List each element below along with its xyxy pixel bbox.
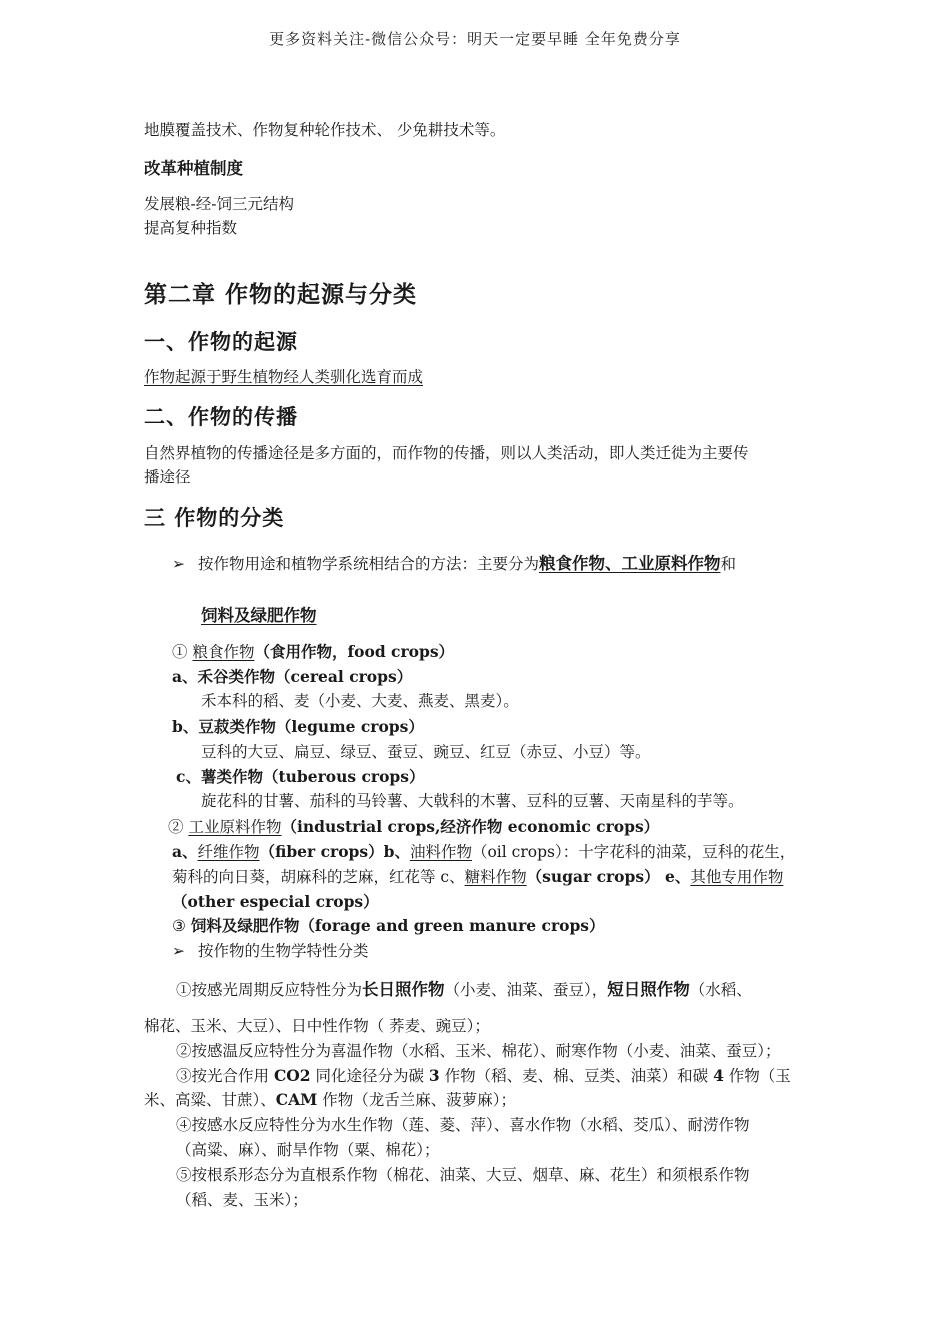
reform-item-2: 提高复种指数 — [144, 219, 238, 237]
bullet-arrow-icon: ➢ — [172, 942, 185, 960]
bullet-arrow-icon: ➢ — [172, 555, 185, 573]
long-day-crops: 长日照作物 — [362, 980, 445, 999]
method-1-bold: 粮食作物、工业原料作物 — [539, 554, 721, 573]
sub-b — [172, 716, 424, 738]
method-2 — [172, 940, 369, 962]
industrial-a-prefix: a、 — [172, 842, 198, 861]
sub-b-text: 豆菽类作物（legume crops） — [198, 717, 424, 736]
property-3-line-2-a: 米、高粱、甘蔗）、 — [144, 1091, 276, 1109]
category-1 — [172, 641, 454, 663]
sub-a — [172, 666, 412, 688]
property-5-line-2: （稻、麦、玉米）； — [176, 1191, 308, 1209]
property-3-c: 同化途径分为碳 — [310, 1067, 429, 1085]
industrial-line-3: （other especial crops） — [172, 892, 379, 911]
tech-line: 地膜覆盖技术、作物复种轮作技术、 少免耕技术等。 — [144, 121, 506, 139]
sub-b-prefix: b、 — [172, 717, 199, 736]
category-3-text: 饲料及绿肥作物（forage and green manure crops） — [190, 916, 605, 935]
property-3-line-2 — [144, 1089, 516, 1111]
method-1-line-2: 饲料及绿肥作物 — [201, 606, 317, 625]
method-2-text: 按作物的生物学特性分类 — [198, 942, 369, 960]
c3-number: 3 — [428, 1066, 440, 1085]
property-3-a: ③按光合作用 — [176, 1067, 274, 1085]
property-4-line-2: （高粱、麻）、耐旱作物（粟、棉花）； — [176, 1141, 440, 1159]
industrial-line-1 — [172, 841, 795, 863]
oil-crops-term: 油料作物 — [409, 843, 472, 861]
other-crops-term: 其他专用作物 — [690, 868, 784, 886]
sub-c-prefix: c、 — [176, 767, 201, 786]
category-3-num: ③ — [172, 917, 186, 935]
category-2-term: 工业原料作物 — [188, 818, 282, 836]
sub-b-detail: 豆科的大豆、扁豆、绿豆、蚕豆、豌豆、红豆（赤豆、小豆）等。 — [201, 743, 651, 761]
sub-c — [176, 766, 425, 788]
reform-item-1: 发展粮-经-饲三元结构 — [144, 195, 294, 213]
oil-crops-rest: （oil crops）：十字花科的油菜，豆科的花生， — [471, 843, 796, 861]
sub-c-detail: 旋花科的甘薯、茄科的马铃薯、大戟科的木薯、豆科的豆薯、天南星科的芋等。 — [201, 792, 744, 810]
cam-label: CAM — [275, 1090, 318, 1109]
property-2: ②按感温反应特性分为喜温作物（水稻、玉米、棉花）、耐寒作物（小麦、油菜、蚕豆）； — [176, 1042, 781, 1060]
category-1-rest: （食用作物，food crops） — [254, 642, 455, 661]
section-1-title: 一、作物的起源 — [144, 330, 298, 354]
category-3 — [172, 915, 605, 937]
property-4-line-1: ④按感水反应特性分为水生作物（莲、菱、萍）、喜水作物（水稻、茭瓜）、耐涝作物 — [176, 1116, 750, 1134]
fiber-crops-en: （fiber crops）b、 — [259, 842, 410, 861]
section-2-body-line-2: 播途径 — [144, 468, 191, 486]
category-2-num: ② — [168, 818, 184, 836]
sub-c-text: 薯类作物（tuberous crops） — [200, 767, 425, 786]
reform-title: 改革种植制度 — [144, 159, 243, 178]
c4-number: 4 — [713, 1066, 724, 1085]
method-1-line-1 — [172, 553, 736, 575]
category-2 — [168, 816, 659, 838]
property-3-line-1 — [176, 1065, 791, 1087]
section-2-title: 二、作物的传播 — [144, 405, 298, 429]
section-2-body-line-1: 自然界植物的传播途径是多方面的，而作物的传播，则以人类活动，即人类迁徙为主要传 — [144, 444, 749, 462]
property-1-e: （水稻、 — [689, 981, 752, 999]
sugar-crops-term: 糖料作物 — [464, 868, 527, 886]
method-1-post: 和 — [720, 555, 737, 573]
category-1-term: 粮食作物 — [192, 643, 255, 661]
industrial-line-2-pre: 菊科的向日葵，胡麻科的芝麻，红花等 c、 — [172, 868, 465, 886]
industrial-line-2 — [172, 866, 783, 888]
page-header: 更多资料关注-微信公众号：明天一定要早睡 全年免费分享 — [269, 30, 681, 48]
property-3-e: 作物（稻、麦、棉、豆类、油菜）和碳 — [439, 1067, 714, 1085]
property-1-line-2: 棉花、玉米、大豆）、日中性作物（ 荞麦、豌豆）； — [144, 1017, 490, 1035]
property-1-c: （小麦、油菜、蚕豆）， — [444, 981, 608, 999]
method-1-pre: 按作物用途和植物学系统相结合的方法：主要分为 — [198, 555, 540, 573]
category-1-num: ① — [172, 643, 188, 661]
chapter-title: 第二章 作物的起源与分类 — [144, 282, 418, 308]
short-day-crops: 短日照作物 — [607, 980, 690, 999]
fiber-crops-term: 纤维作物 — [197, 843, 260, 861]
co2-label: CO2 — [273, 1066, 311, 1085]
property-5-line-1: ⑤按根系形态分为直根系作物（棉花、油菜、大豆、烟草、麻、花生）和须根系作物 — [176, 1166, 750, 1184]
property-1-a: ①按感光周期反应特性分为 — [176, 981, 363, 999]
property-3-g: 作物（玉 — [723, 1067, 791, 1085]
sugar-crops-rest: （sugar crops） e、 — [526, 867, 691, 886]
sub-a-prefix: a、 — [172, 667, 198, 686]
category-2-rest: （industrial crops,经济作物 economic crops） — [281, 817, 660, 836]
sub-a-detail: 禾本科的稻、麦（小麦、大麦、燕麦、黑麦）。 — [201, 692, 519, 710]
property-1-line-1 — [176, 979, 752, 1001]
section-1-body: 作物起源于野生植物经人类驯化选育而成 — [144, 368, 424, 386]
property-3-line-2-c: 作物（龙舌兰麻、菠萝麻）； — [317, 1091, 516, 1109]
section-3-title: 三 作物的分类 — [144, 506, 285, 530]
sub-a-text: 禾谷类作物（cereal crops） — [197, 667, 413, 686]
